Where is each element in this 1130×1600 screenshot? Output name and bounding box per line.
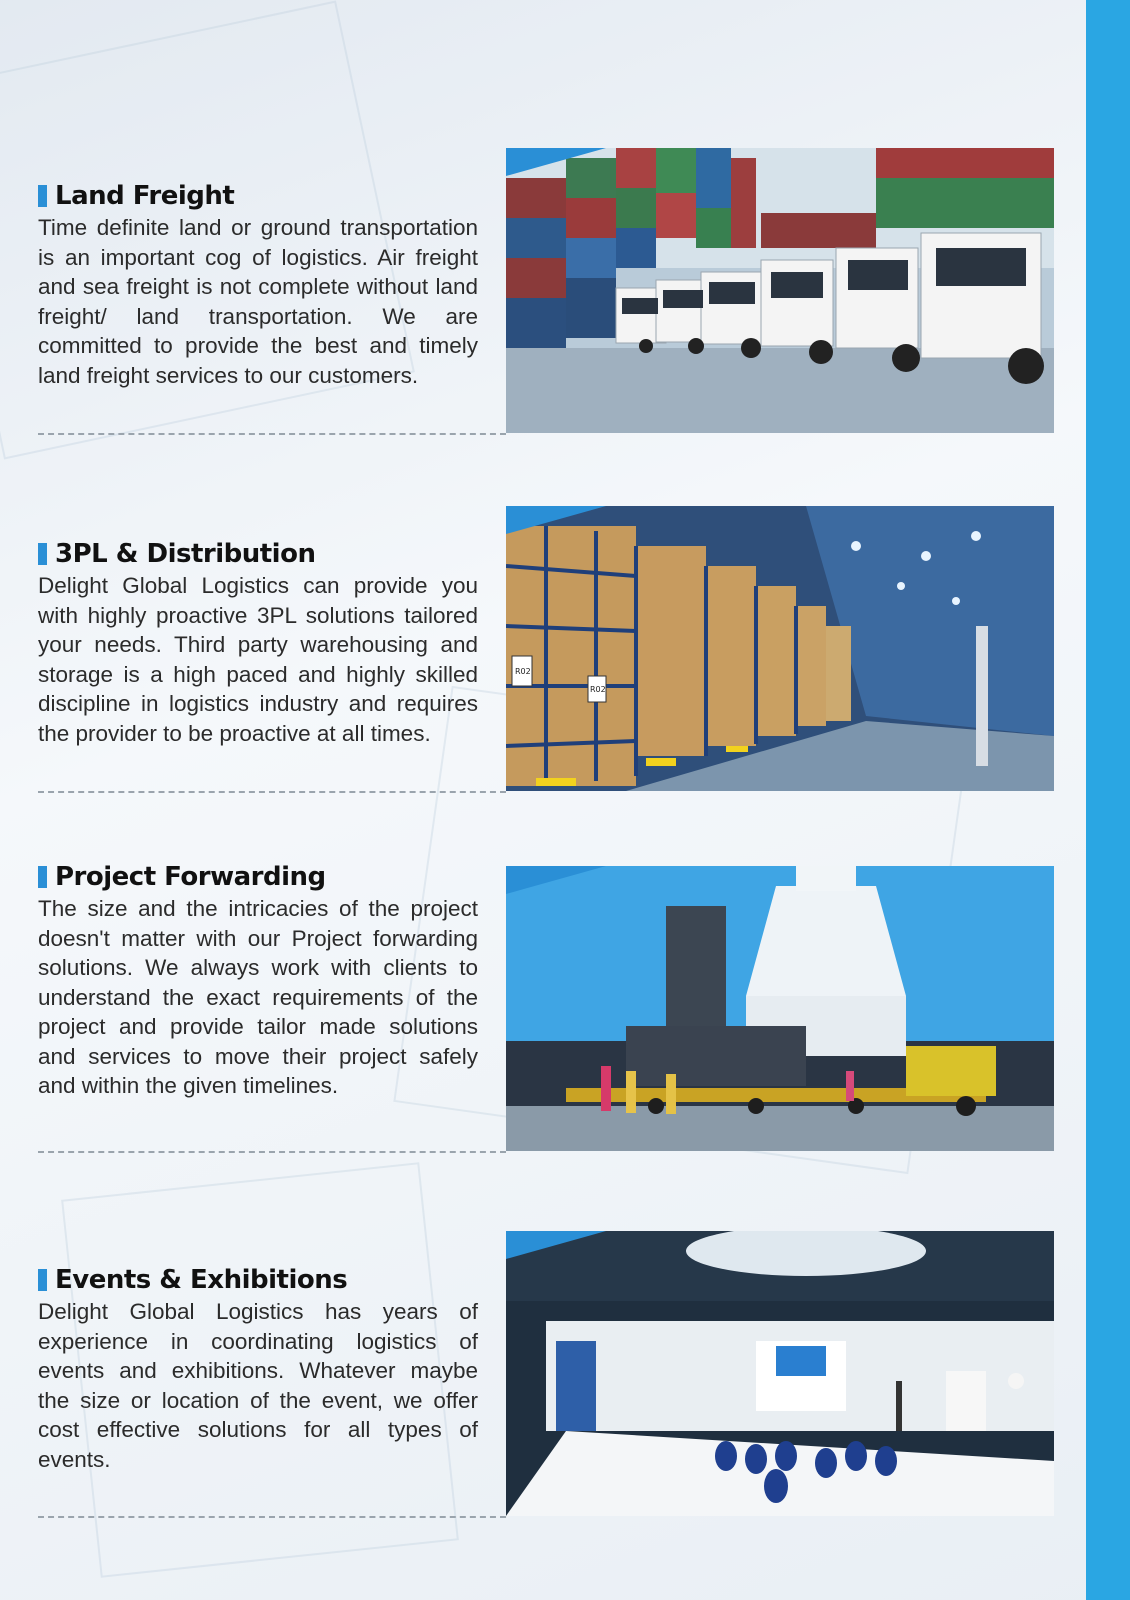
section-body: Delight Global Logistics can provide you with highly proactive 3PL solutions tailored your needs. Third party warehousing and storage is a high paced and highly skilled discipline in logistics industry and requires the provider to be proactive at all times. <box>38 573 478 746</box>
section-divider <box>38 433 506 435</box>
right-accent-bar <box>1086 0 1130 1600</box>
heading-marker <box>38 185 47 207</box>
warehouse-illustration <box>506 506 1054 791</box>
heading-marker <box>38 1269 47 1291</box>
section-heading <box>38 1265 478 1295</box>
section-body: The size and the intricacies of the project doesn't matter with our Project forwarding solutions. We always work with clients to understand the exact requirements of the project and provide tailor made solutions and services to move their project safely and within the given timelines. <box>38 896 478 1098</box>
rack-label: R02 <box>590 685 606 694</box>
project-forwarding-photo <box>506 866 1054 1151</box>
warehouse-photo <box>506 506 1054 791</box>
heading-marker <box>38 543 47 565</box>
section-body: Time definite land or ground transportation is an important cog of logistics. Air freight and sea freight is not complete without land freight/ land transportation. We are committed to provide the best and timely land freight services to our customers. <box>38 215 478 388</box>
land-freight-photo <box>506 148 1054 433</box>
section-body: Delight Global Logistics has years of experience in coordinating logistics of events and exhibitions. Whatever maybe the size or location of the event, we offer cost effective solutions for all types of events. <box>38 1299 478 1472</box>
section-heading <box>38 539 478 569</box>
photo-corner-accent <box>506 1231 606 1259</box>
trucks-illustration <box>506 148 1054 433</box>
section-land-freight <box>0 0 1060 450</box>
section-title: Project Forwarding <box>55 862 326 892</box>
exhibition-illustration <box>506 1231 1054 1516</box>
section-title: Events & Exhibitions <box>55 1265 348 1295</box>
section-title: 3PL & Distribution <box>55 539 316 569</box>
section-divider <box>38 1151 506 1153</box>
section-divider <box>38 791 506 793</box>
section-heading <box>38 181 478 211</box>
photo-corner-accent <box>506 148 606 176</box>
section-divider <box>38 1516 506 1518</box>
port-cargo-illustration <box>506 866 1054 1151</box>
section-heading <box>38 862 478 892</box>
photo-corner-accent <box>506 506 606 534</box>
events-exhibitions-photo <box>506 1231 1054 1516</box>
section-title: Land Freight <box>55 181 235 211</box>
rack-label: R02 <box>515 667 531 676</box>
photo-corner-accent <box>506 866 606 894</box>
heading-marker <box>38 866 47 888</box>
